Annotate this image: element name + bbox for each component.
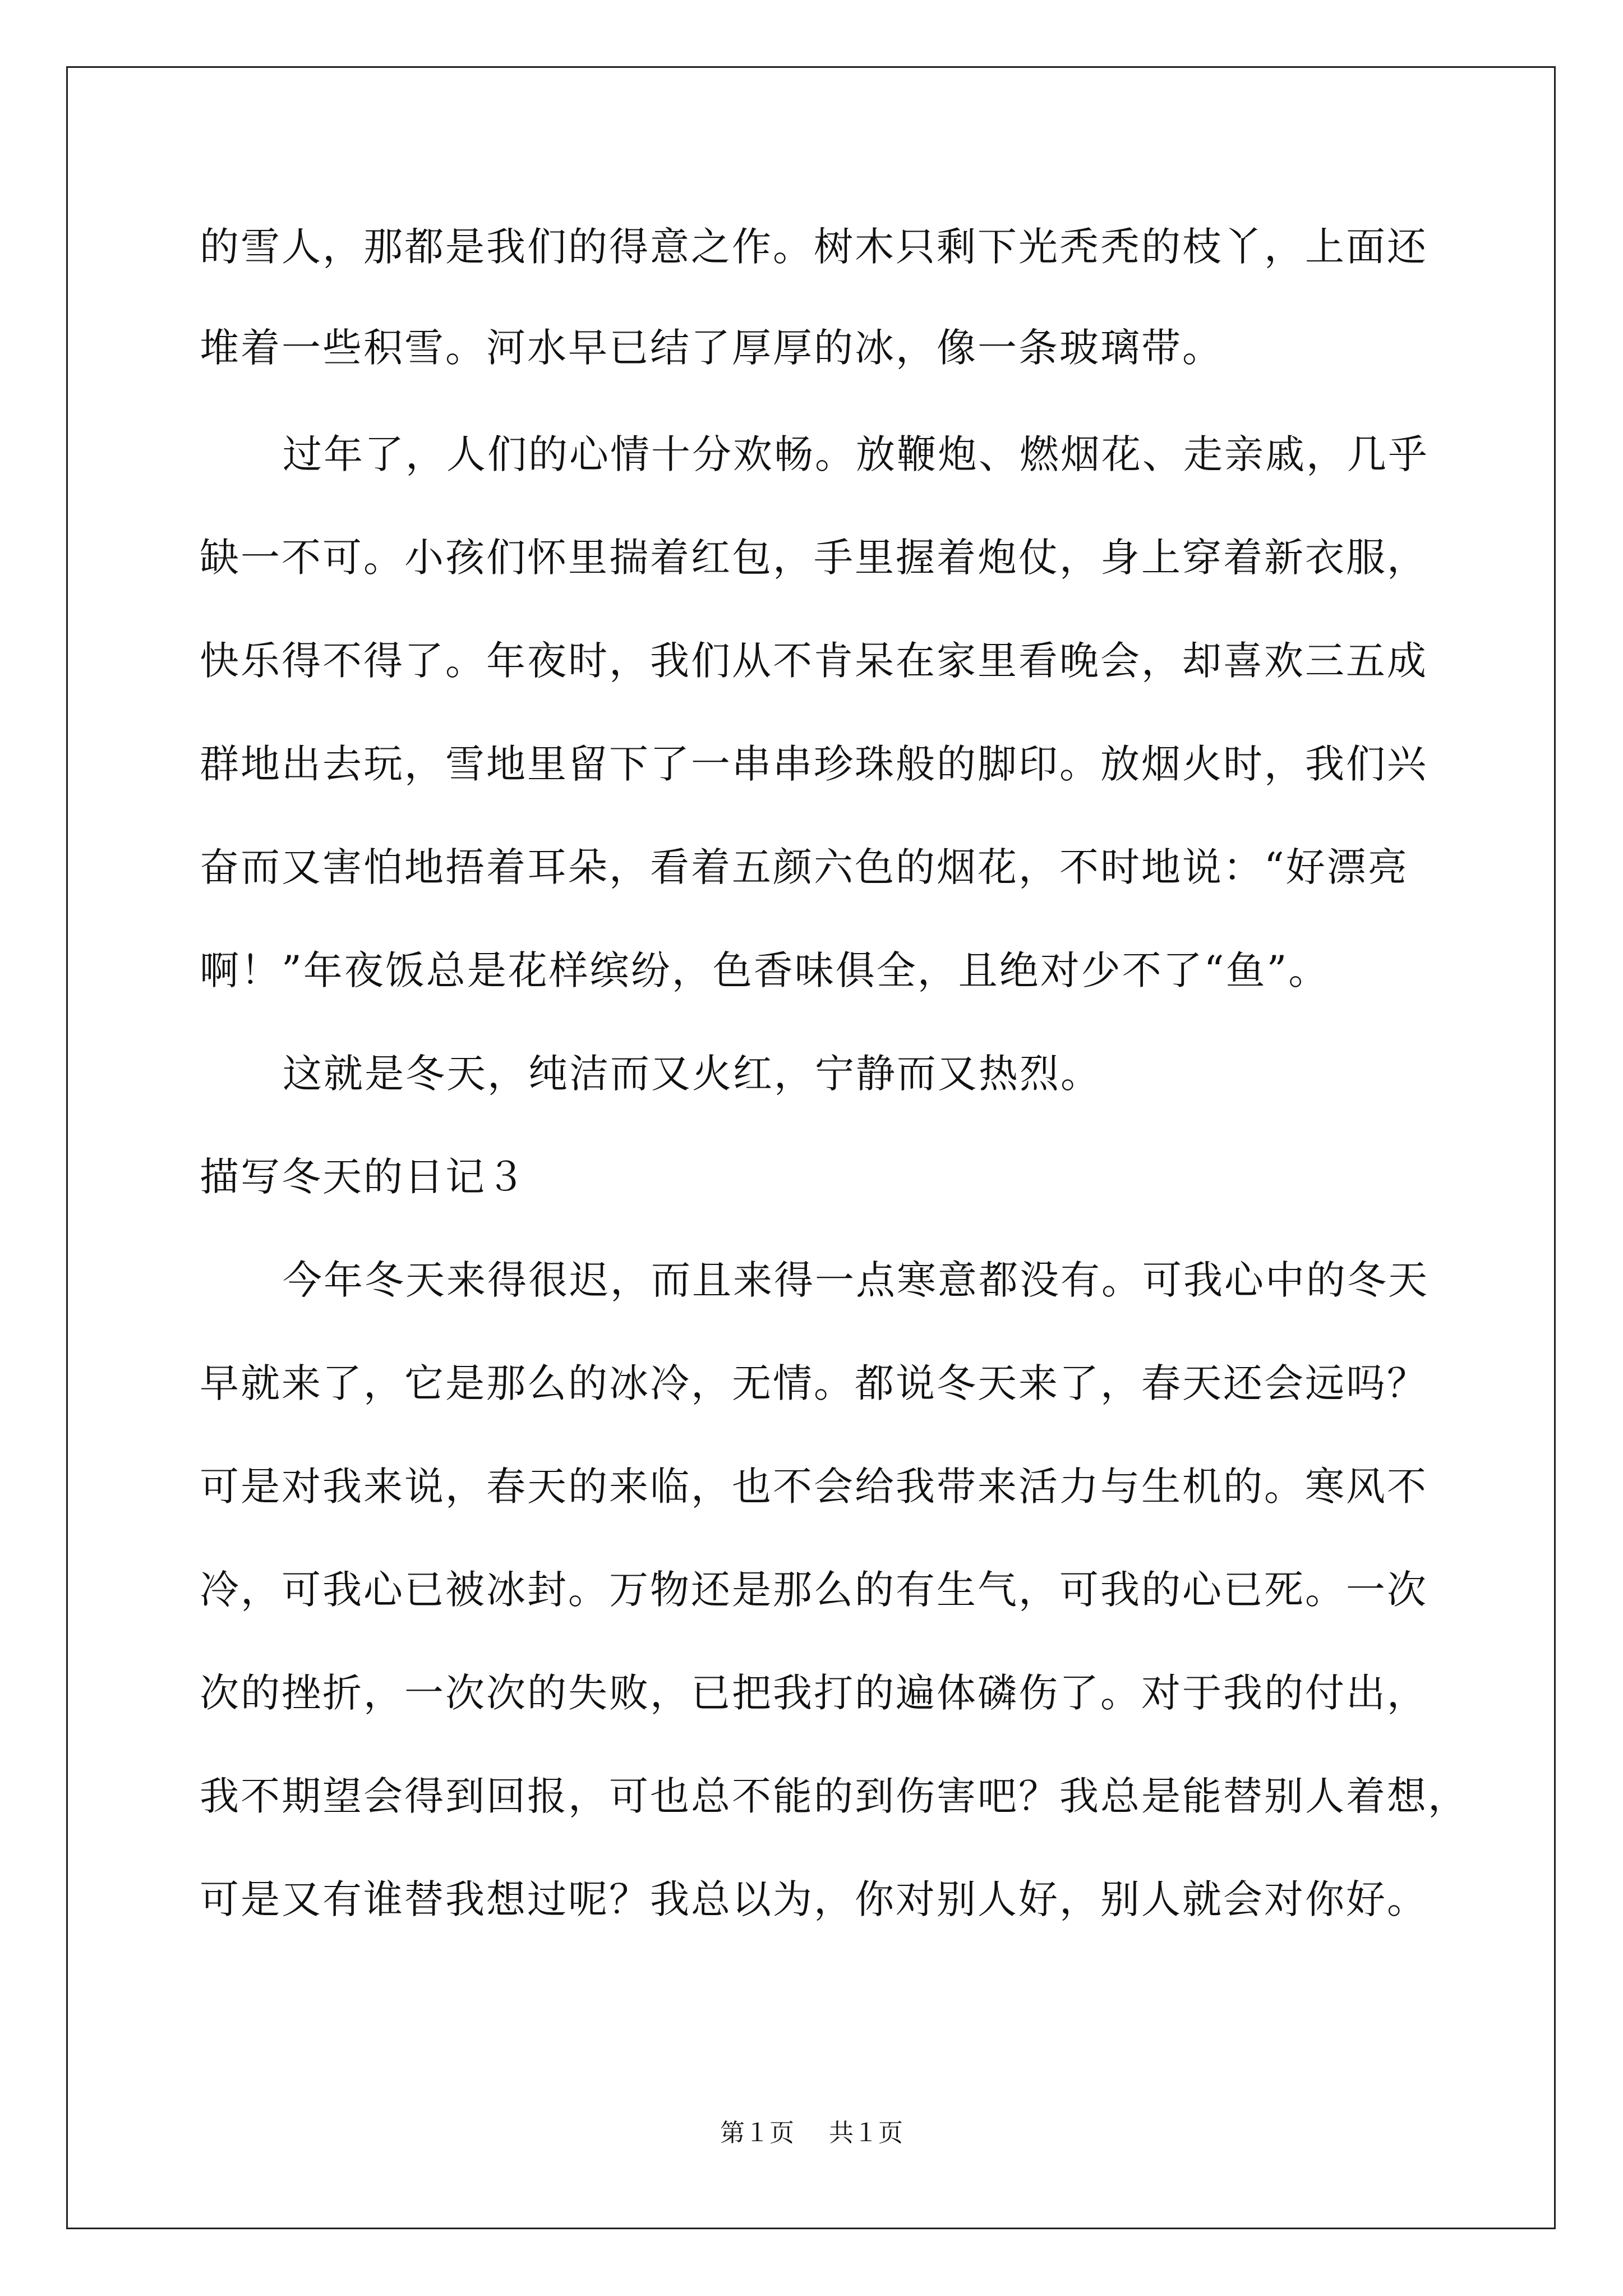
page-footer bbox=[0, 2116, 1623, 2150]
paragraph-line: 早就来了，它是那么的冰冷，无情。都说冬天来了，春天还会远吗？ bbox=[200, 1360, 1428, 1406]
paragraph-line: 群地出去玩，雪地里留下了一串串珍珠般的脚印。放烟火时，我们兴 bbox=[200, 741, 1428, 787]
paragraph-line: 可是又有谁替我想过呢？我总以为，你对别人好，别人就会对你好。 bbox=[200, 1876, 1428, 1922]
page-number: 第１页 bbox=[720, 2119, 794, 2147]
paragraph-line: 今年冬天来得很迟，而且来得一点寒意都没有。可我心中的冬天 bbox=[283, 1257, 1429, 1303]
paragraph-line: 的雪人，那都是我们的得意之作。树木只剩下光秃秃的枝丫，上面还 bbox=[200, 224, 1428, 270]
paragraph-line: 缺一不可。小孩们怀里揣着红包，手里握着炮仗，身上穿着新衣服， bbox=[200, 535, 1428, 581]
paragraph-line: 奋而又害怕地捂着耳朵，看着五颜六色的烟花，不时地说：“好漂亮 bbox=[200, 844, 1409, 890]
section-heading: 描写冬天的日记３ bbox=[200, 1154, 527, 1200]
paragraph-line: 过年了，人们的心情十分欢畅。放鞭炮、燃烟花、走亲戚，几乎 bbox=[283, 431, 1429, 477]
paragraph-line: 堆着一些积雪。河水早已结了厚厚的冰，像一条玻璃带。 bbox=[200, 325, 1223, 371]
paragraph-line: 次的挫折，一次次的失败，已把我打的遍体磷伤了。对于我的付出， bbox=[200, 1670, 1428, 1716]
paragraph-line: 可是对我来说，春天的来临，也不会给我带来活力与生机的。寒风不 bbox=[200, 1464, 1428, 1510]
paragraph-line: 这就是冬天，纯洁而又火红，宁静而又热烈。 bbox=[283, 1051, 1101, 1097]
paragraph-line: 冷，可我心已被冰封。万物还是那么的有生气，可我的心已死。一次 bbox=[200, 1567, 1428, 1613]
paragraph-line: 啊！”年夜饭总是花样缤纷，色香味俱全，且绝对少不了“鱼”。 bbox=[200, 947, 1330, 993]
paragraph-line: 我不期望会得到回报，可也总不能的到伤害吧？我总是能替别人着想， bbox=[200, 1773, 1469, 1819]
paragraph-line: 快乐得不得了。年夜时，我们从不肯呆在家里看晚会，却喜欢三五成 bbox=[200, 638, 1428, 684]
page-total: 共１页 bbox=[829, 2119, 903, 2147]
